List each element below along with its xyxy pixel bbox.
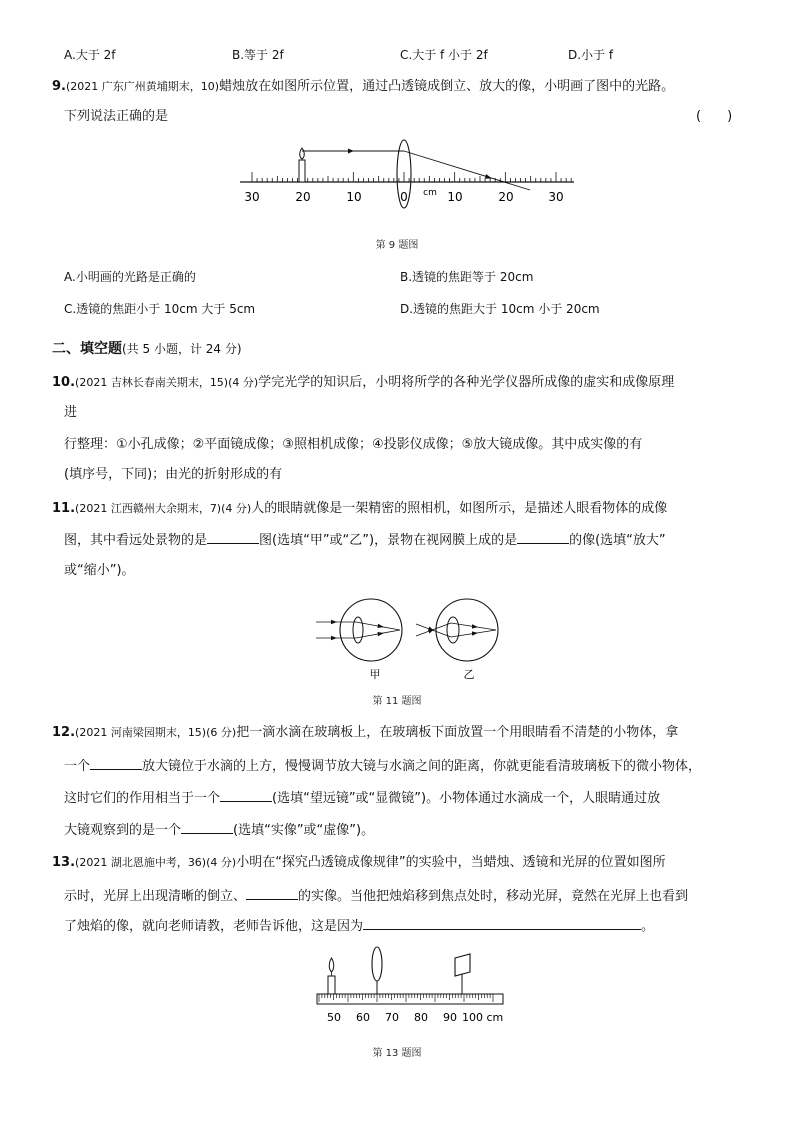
q13-line-3 (64, 916, 654, 936)
q13-candle-icon (328, 976, 335, 994)
q10-line-1 (52, 374, 674, 392)
section-2-note: (共 5 小题，计 24 分) (122, 342, 242, 356)
q13-tick-label: 80 (414, 1011, 428, 1024)
q13-tick-label: 100 cm (462, 1011, 504, 1024)
q13-tick-label: 50 (327, 1011, 341, 1024)
q9-tick-label: 10 (447, 190, 463, 204)
q9-tick-label: 10 (346, 190, 362, 204)
eye-jia-lens-icon (353, 617, 363, 643)
eye-yi-icon (436, 599, 498, 661)
q12-text-2a: 一个 (64, 759, 91, 774)
q9-tick-label: 20 (295, 190, 311, 204)
q12-source: (2021 河南梁园期末，15)(6 分) (75, 726, 237, 739)
q9-flame-icon (300, 148, 305, 159)
q9-source: (2021 广东广州黄埔期末，10) (65, 80, 220, 93)
q11-line-1 (52, 500, 667, 518)
q11-blank-2[interactable] (517, 530, 569, 544)
q9-tick-label: 30 (548, 190, 564, 204)
q13-blank-1[interactable] (246, 886, 298, 900)
q9-option-c: C.透镜的焦距小于 10cm 大于 5cm (64, 302, 256, 316)
q9-figure (238, 138, 578, 210)
q13-line-2 (64, 886, 688, 906)
q9-ray-refracted (404, 151, 530, 190)
q12-text-3a: 这时它们的作用相当于一个 (64, 791, 221, 806)
q13-blank-2[interactable] (363, 916, 641, 930)
q13-text-3a: 了烛焰的像，就向老师请教，老师告诉他，这是因为 (64, 919, 364, 934)
q13-screen-icon (455, 954, 470, 976)
q12-number: 12. (52, 725, 76, 740)
q13-stem: 小明在“探究凸透镜成像规律”的实验中，当蜡烛、透镜和光屏的位置如图所 (236, 855, 666, 870)
q9-tick-label: 0 (400, 190, 408, 204)
q11-text-2a: 图，其中看远处景物的是 (64, 533, 208, 548)
q11-number: 11. (52, 501, 76, 516)
q12-line-3 (64, 788, 660, 808)
q12-line-4 (64, 820, 374, 840)
q13-source: (2021 湖北恩施中考，36)(4 分) (75, 856, 237, 869)
q12-blank-3[interactable] (181, 820, 233, 834)
q9-caption: 第 9 题图 (375, 240, 419, 251)
q12-line-2 (64, 756, 701, 776)
q8-option-d: D.小于 f (568, 48, 614, 62)
q10-number: 10. (52, 375, 76, 390)
q13-line-1 (52, 854, 666, 872)
q8-option-b: B.等于 2f (232, 48, 284, 62)
q9-answer-paren: ( ) (696, 109, 733, 124)
q9-line-1 (52, 78, 674, 96)
q9-option-a: A.小明画的光路是正确的 (64, 270, 196, 284)
q9-line-2: 下列说法正确的是 (64, 109, 169, 124)
q10-line-3: 行整理：①小孔成像；②平面镜成像；③照相机成像；④投影仪成像；⑤放大镜成像。其中成实像的有 (64, 437, 643, 452)
q12-blank-1[interactable] (90, 756, 142, 770)
q9-unit-label: cm (423, 188, 437, 198)
q9-arrow-2 (485, 174, 492, 179)
q11-text-2b: 图(选填“甲”或“乙”)，景物在视网膜上成的是 (259, 533, 518, 548)
q10-stem: 学完光学的知识后，小明将所学的各种光学仪器所成像的虚实和成像原理 (258, 375, 675, 390)
q9-arrow-1 (348, 149, 354, 154)
q8-option-a: A.大于 2f (64, 48, 116, 62)
q13-tick-label: 70 (385, 1011, 399, 1024)
q13-flame-icon (329, 958, 334, 972)
q13-tick-label: 60 (356, 1011, 370, 1024)
q13-text-2b: 的实像。当他把烛焰移到焦点处时，移动光屏，竟然在光屏上也看到 (298, 889, 689, 904)
q11-blank-1[interactable] (207, 530, 259, 544)
q11-label-yi: 乙 (463, 668, 475, 681)
q10-line-2: 进 (64, 405, 78, 420)
q11-stem: 人的眼睛就像是一架精密的照相机，如图所示，是描述人眼看物体的成像 (251, 501, 668, 516)
q9-option-b: B.透镜的焦距等于 20cm (400, 270, 534, 284)
section-2-title: 二、填空题 (52, 341, 122, 357)
q8-option-c: C.大于 f 小于 2f (400, 48, 488, 62)
q13-caption: 第 13 题图 (372, 1048, 422, 1059)
q11-figure (312, 594, 502, 686)
q10-line-4: (填序号，下同)；由光的折射形成的有 (64, 467, 283, 482)
q13-tick-label: 90 (443, 1011, 457, 1024)
q11-line-2 (64, 530, 666, 550)
q12-text-3b: (选填“望远镜”或“显微镜”)。小物体通过水滴成一个，人眼睛通过放 (272, 791, 661, 806)
q11-line-3: 或“缩小”)。 (64, 563, 135, 578)
q9-stem: 蜡烛放在如图所示位置，通过凸透镜成倒立、放大的像，小明画了图中的光路。 (219, 79, 675, 94)
q12-text-2b: 放大镜位于水滴的上方，慢慢调节放大镜与水滴之间的距离，你就更能看清玻璃板下的微小物体， (142, 759, 702, 774)
q11-source: (2021 江西赣州大余期末，7)(4 分) (75, 502, 252, 515)
q13-figure (312, 944, 510, 1028)
q9-candle-icon (299, 160, 305, 182)
q9-tick-label: 30 (244, 190, 260, 204)
q12-text-4a: 大镜观察到的是一个 (64, 823, 182, 838)
section-2-heading (52, 338, 242, 358)
q12-text-4b: (选填“实像”或“虚像”)。 (233, 823, 375, 838)
q13-lens-icon (372, 947, 382, 981)
q9-number: 9. (52, 79, 66, 94)
q9-option-d: D.透镜的焦距大于 10cm 小于 20cm (400, 302, 600, 316)
q12-stem: 把一滴水滴在玻璃板上，在玻璃板下面放置一个用眼睛看不清楚的小物体，拿 (236, 725, 679, 740)
q13-text-3b: 。 (641, 919, 655, 934)
q11-label-jia: 甲 (369, 668, 381, 681)
q12-line-1 (52, 724, 678, 742)
q10-source: (2021 吉林长春南关期末，15)(4 分) (75, 376, 259, 389)
q13-number: 13. (52, 855, 76, 870)
eye-yi-lens-icon (447, 617, 459, 643)
q11-text-2c: 的像(选填“放大” (569, 533, 666, 548)
q9-tick-label: 20 (498, 190, 514, 204)
q12-blank-2[interactable] (220, 788, 272, 802)
eye-jia-icon (340, 599, 402, 661)
q11-caption: 第 11 题图 (372, 696, 422, 707)
q13-text-2a: 示时，光屏上出现清晰的倒立、 (64, 889, 247, 904)
